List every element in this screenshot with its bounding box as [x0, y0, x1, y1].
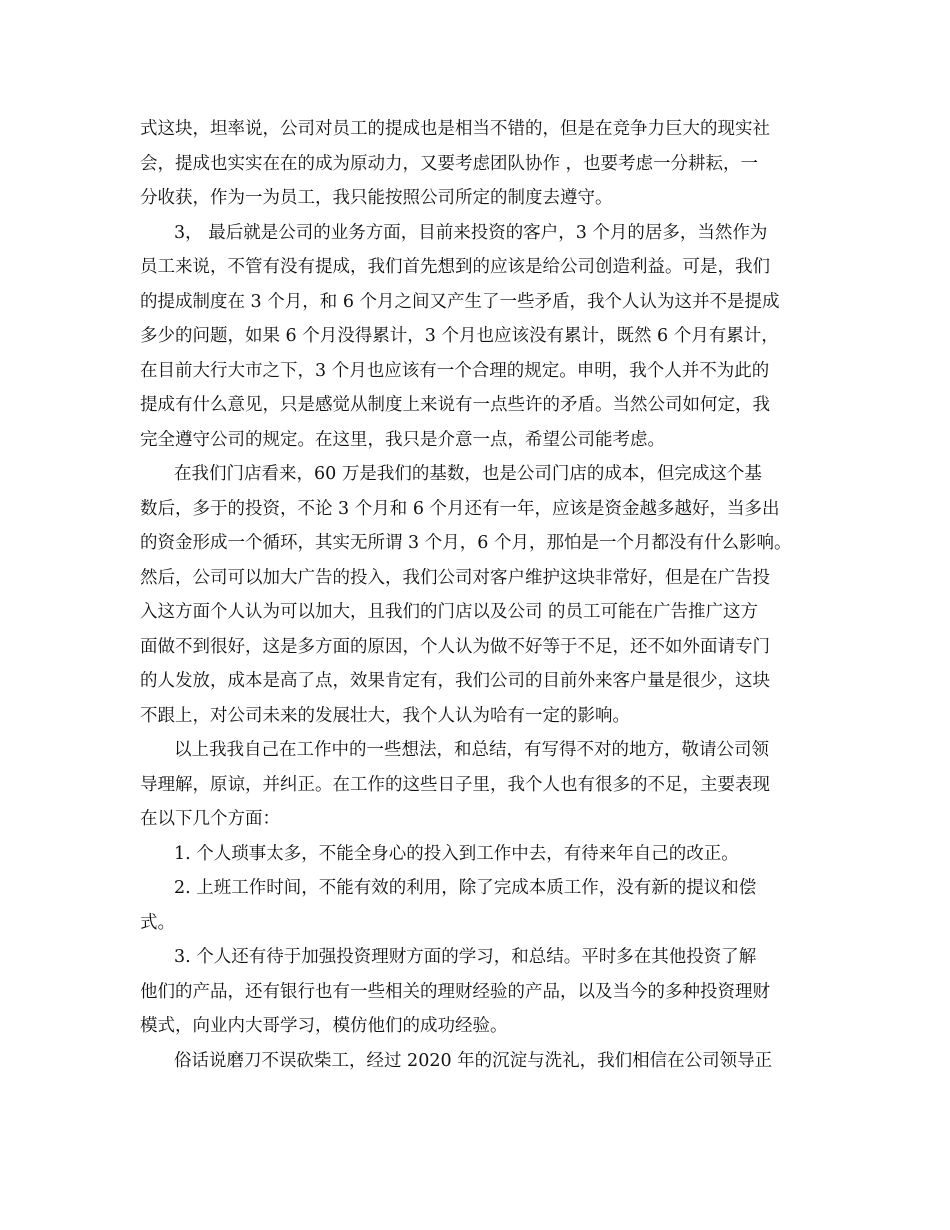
text-line: 3. 个人还有待于加强投资理财方面的学习，和总结。平时多在其他投资了解 [174, 947, 757, 967]
text-line: 然后，公司可以加大广告的投入，我们公司对客户维护这块非常好，但是在广告投 [140, 567, 770, 588]
text-line: 不跟上，对公司未来的发展壮大，我个人认为哈有一定的影响。 [140, 705, 630, 726]
text-line: 的人发放，成本是高了点，效果肯定有，我们公司的目前外来客户量是很少，这块 [140, 671, 770, 691]
text-line: 在以下几个方面： [140, 809, 280, 829]
text-line: 俗话说磨刀不误砍柴工，经过 2020 年的沉淀与洗礼，我们相信在公司领导正 [174, 1050, 773, 1071]
text-line: 多少的问题，如果 6 个月没得累计，3 个月也应该没有累计，既然 6 个月有累计， [140, 326, 779, 346]
text-line: 式。 [140, 912, 175, 933]
text-line: 模式，向业内大哥学习，模仿他们的成功经验。 [140, 1016, 508, 1036]
text-line: 的提成制度在 3 个月，和 6 个月之间又产生了一些矛盾，我个人认为这并不是提成 [140, 291, 780, 312]
text-line: 式这块，坦率说，公司对员工的提成也是相当不错的，但是在竞争力巨大的现实社 [140, 119, 770, 139]
text-line: 入这方面个人认为可以加大，且我们的门店以及公司 的员工可能在广告推广这方 [140, 602, 759, 622]
text-line: 导理解，原谅，并纠正。在工作的这些日子里，我个人也有很多的不足，主要表现 [140, 774, 770, 795]
text-line: 他们的产品，还有银行也有一些相关的理财经验的产品，以及当今的多种投资理财 [140, 981, 770, 1002]
text-line: 1. 个人琐事太多，不能全身心的投入到工作中去，有待来年自己的改正。 [174, 843, 739, 864]
document-body [140, 112, 820, 1078]
text-line: 员工来说，不管有没有提成，我们首先想到的应该是给公司创造利益。可是，我们 [140, 257, 770, 277]
text-line: 2. 上班工作时间，不能有效的利用，除了完成本质工作，没有新的提议和偿 [174, 878, 757, 898]
text-line: 面做不到很好，这是多方面的原因，个人认为做不好等于不足，还不如外面请专门 [140, 636, 770, 657]
text-line: 数后，多于的投资，不论 3 个月和 6 个月还有一年，应该是资金越多越好，当多出 [140, 498, 780, 519]
text-line: 以上我我自己在工作中的一些想法，和总结，有写得不对的地方，敬请公司领 [174, 740, 769, 760]
text-line: 在目前大行大市之下，3 个月也应该有一个合理的规定。申明，我个人并不为此的 [140, 360, 770, 381]
text-line: 提成有什么意见，只是感觉从制度上来说有一点些许的矛盾。当然公司如何定，我 [140, 395, 770, 415]
text-line: 会，提成也实实在在的成为原动力，又要考虑团队协作 ，也要考虑一分耕耘，一 [140, 153, 759, 174]
text-line: 完全遵守公司的规定。在这里，我只是介意一点，希望公司能考虑。 [140, 429, 665, 450]
text-line: 的资金形成一个循环，其实无所谓 3 个月，6 个月，那怕是一个月都没有什么影响。 [140, 533, 792, 553]
text-line: 分收获，作为一为员工，我只能按照公司所定的制度去遵守。 [140, 188, 613, 208]
text-line: 3， 最后就是公司的业务方面，目前来投资的客户，3 个月的居多，当然作为 [174, 222, 768, 243]
text-line: 在我们门店看来，60 万是我们的基数，也是公司门店的成本，但完成这个基 [174, 464, 762, 484]
